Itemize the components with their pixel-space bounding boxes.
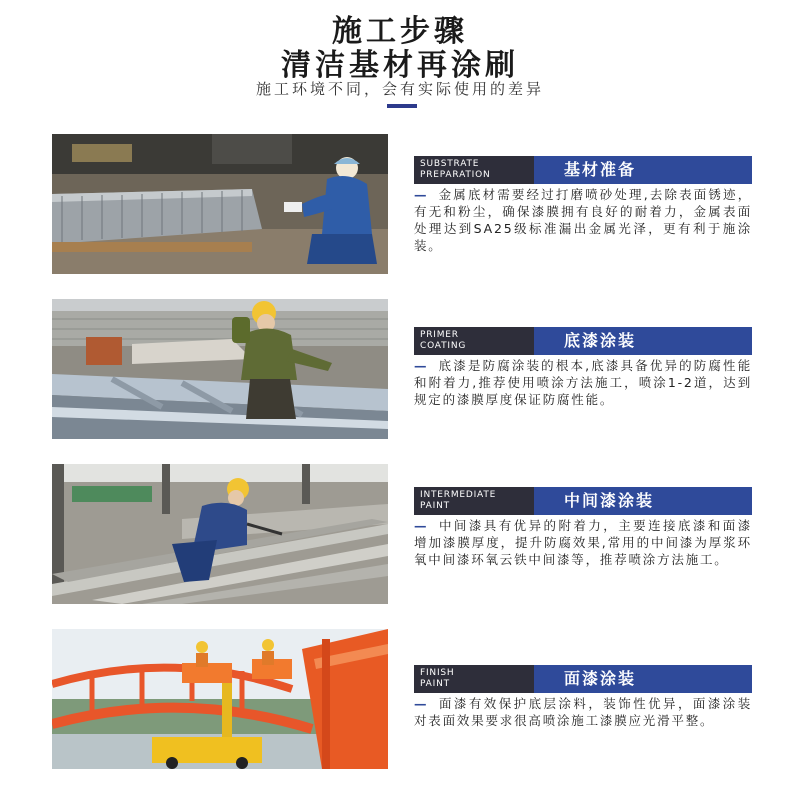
dash-marker: — [414,518,429,533]
step-description-text: 金属底材需要经过打磨喷砂处理,去除表面锈迹，有无和粉尘，确保漆膜拥有良好的耐着力，金属表面处理达到SA25级标准漏出金属光泽，更有利于施涂装。 [414,187,752,253]
step-english-line1: PRIMER [420,330,459,340]
step-description-text: 底漆是防腐涂装的根本,底漆具备优异的防腐性能和附着力,推荐使用喷涂方法施工，喷涂1-2道，达到规定的漆膜厚度保证防腐性能。 [414,358,752,407]
page-title-line2: 清洁基材再涂刷 [281,48,519,83]
step-english-line2: PREPARATION [420,170,491,180]
step-description-text: 中间漆具有优异的附着力，主要连接底漆和面漆增加漆膜厚度，提升防腐效果,常用的中间漆为厚浆环氧中间漆环氧云铁中间漆等，推荐喷涂方法施工。 [414,518,752,567]
step-substrate-preparation-header [414,156,752,184]
step-english-line1: SUBSTRATE [420,159,480,169]
step-intermediate-paint-header [414,487,752,515]
title-accent-bar [387,104,417,108]
intermediate-paint-photo [52,464,388,604]
step-chinese-title: 底漆涂装 [534,327,752,355]
step-english-line2: COATING [420,341,467,351]
step-english-label [414,156,534,184]
step-chinese-title: 面漆涂装 [534,665,752,693]
dash-marker: — [414,696,429,711]
step-finish-paint-header [414,665,752,693]
dash-marker: — [414,358,429,373]
step-chinese-title: 基材准备 [534,156,752,184]
step-description-text: 面漆有效保护底层涂料，装饰性优异，面漆涂装对表面效果要求很高喷涂施工漆膜应光滑平整。 [414,696,752,728]
page-subtitle: 施工环境不同，会有实际使用的差异 [255,80,544,98]
primer-coating-photo [52,299,388,439]
step-english-line2: PAINT [420,679,450,689]
step-english-label [414,665,534,693]
step-english-line1: INTERMEDIATE [420,490,497,500]
step-english-line1: FINISH [420,668,455,678]
step-finish-paint-description [414,695,752,729]
step-substrate-preparation-description [414,186,752,254]
step-primer-coating-header [414,327,752,355]
substrate-preparation-photo [52,134,388,274]
dash-marker: — [414,187,429,202]
step-intermediate-paint-description [414,517,752,568]
step-english-label [414,487,534,515]
step-english-line2: PAINT [420,501,450,511]
step-english-label [414,327,534,355]
step-primer-coating-description [414,357,752,408]
finish-paint-photo [52,629,388,769]
step-chinese-title: 中间漆涂装 [534,487,752,515]
page-title-line1: 施工步骤 [332,14,468,49]
